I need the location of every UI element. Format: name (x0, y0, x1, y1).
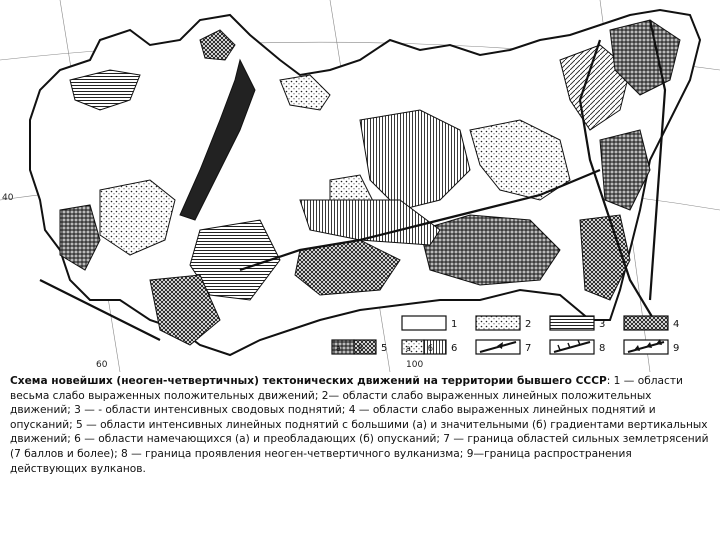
legend-item-1 (402, 316, 457, 330)
caption-text: : 1 — области весьма слабо выраженных положительных движений; 2— области слабо выраженных линейных положительных движений; 3 — - области интенсивных сводовых поднятий; 4 — области слабо выраженных линейных поднятий и опусканий; 5 — области интенсивных линейных поднятий с большими (а) и значительными (б) градиентами вертикальных движений; 6 — области намечающихся (а) и преобладающих (б) опусканий; 7 — граница областей сильных землетрясений (7 баллов и более); 8 — граница проявления неоген-четвертичного вулканизма; 9—граница распространения действующих вулканов. (10, 375, 709, 475)
latitude-label-40: 40 (2, 193, 14, 203)
legend-number: 5 (381, 343, 388, 354)
legend-sub-a: а (406, 344, 411, 353)
caption-title: Схема новейших (неоген-четвертичных) тектонических движений на территории бывшего СССР (10, 375, 607, 387)
legend-item-7 (476, 340, 531, 354)
legend-item-4 (624, 316, 679, 330)
legend-sub-a: а (336, 344, 341, 353)
legend-sub-b: б (428, 344, 433, 353)
longitude-label-100: 100 (406, 360, 424, 370)
legend-item-9 (624, 339, 679, 354)
legend-number: 2 (525, 319, 532, 330)
legend-number: 9 (673, 343, 680, 354)
legend-number: 8 (599, 343, 606, 354)
legend-item-6 (402, 340, 457, 354)
legend-number: 4 (673, 319, 680, 330)
legend-number: 3 (599, 319, 606, 330)
legend-item-2 (476, 316, 531, 330)
legend-item-8 (550, 340, 605, 354)
legend-number: 7 (525, 343, 532, 354)
legend-number: 6 (451, 343, 458, 354)
longitude-label-60: 60 (96, 360, 108, 370)
map-caption (10, 374, 712, 476)
legend-number: 1 (451, 319, 458, 330)
legend-sub-b: б (358, 344, 363, 353)
legend-item-5 (332, 340, 387, 354)
